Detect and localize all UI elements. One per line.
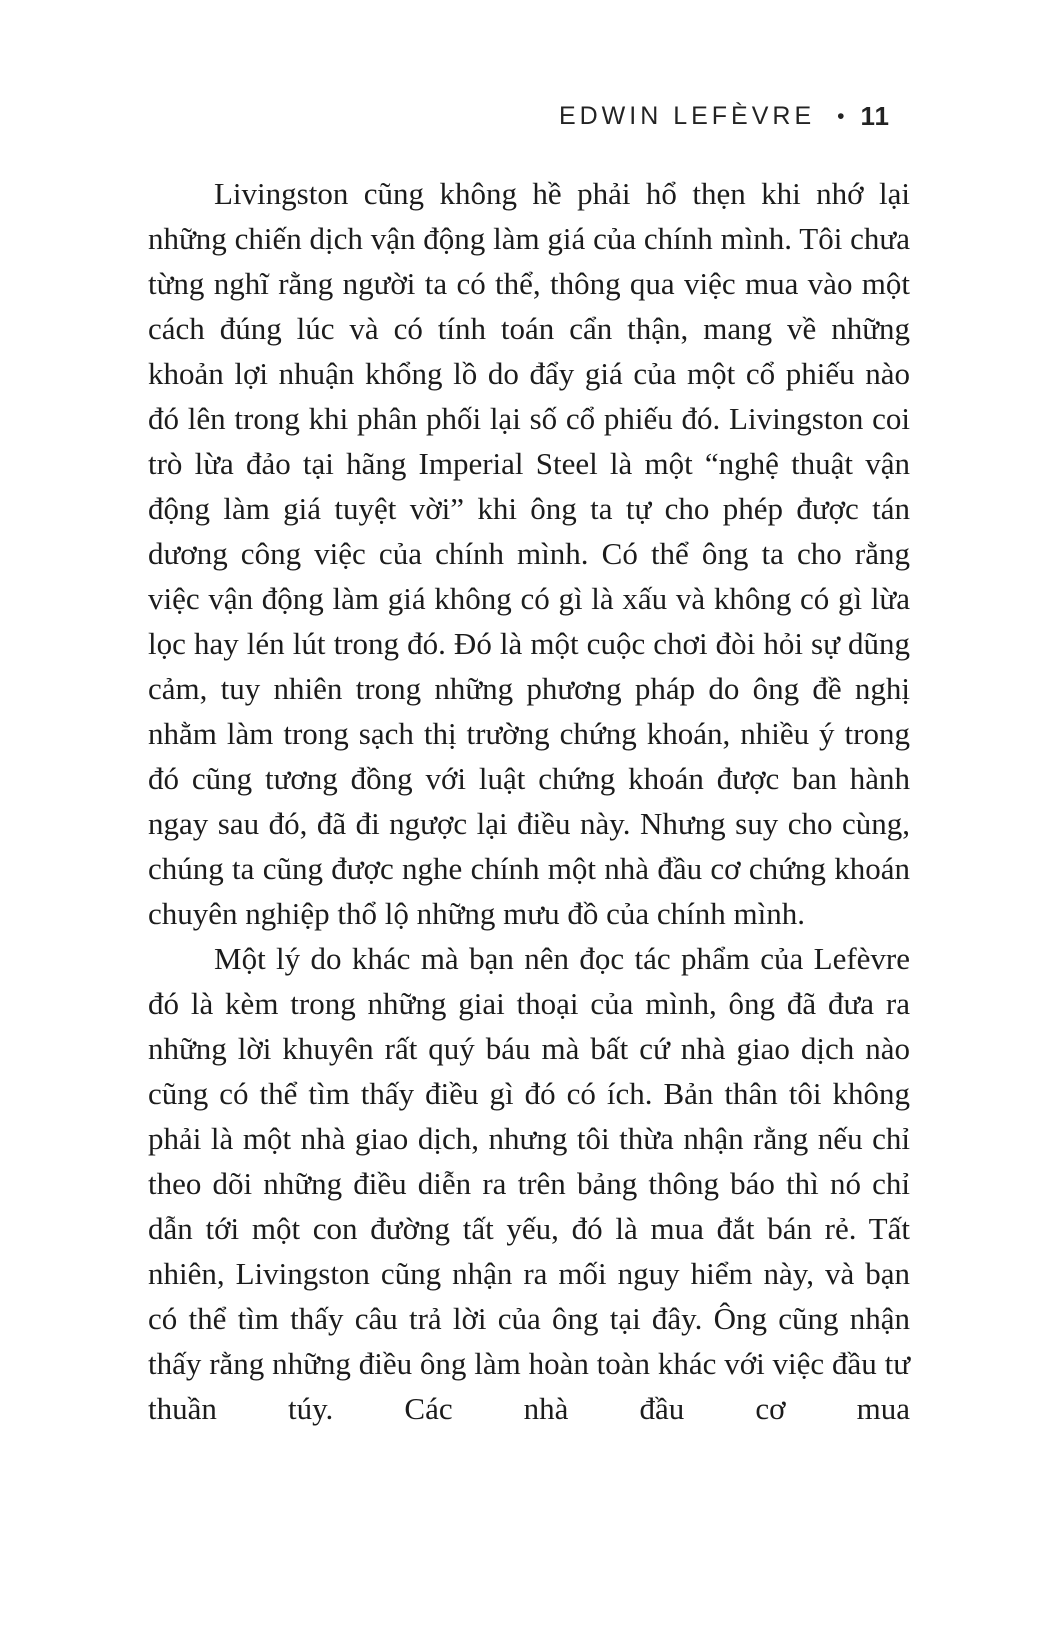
bullet-separator-icon: • (837, 105, 845, 128)
page-number: 11 (860, 101, 890, 131)
page-header (559, 101, 890, 132)
paragraph: Một lý do khác mà bạn nên đọc tác phẩm của Lefèvre đó là kèm trong những giai thoại của mình, ông đã đưa ra những lời khuyên rất quý báu mà bất cứ nhà giao dịch nào cũng có thể tìm thấy điều gì đó có ích. Bản thân tôi không phải là một nhà giao dịch, nhưng tôi thừa nhận rằng nếu chỉ theo dõi những điều diễn ra trên bảng thông báo thì nó chỉ dẫn tới một con đường tất yếu, đó là mua đắt bán rẻ. Tất nhiên, Livingston cũng nhận ra mối nguy hiểm này, và bạn có thể tìm thấy câu trả lời của ông tại đây. Ông cũng nhận thấy rằng những điều ông làm hoàn toàn khác với việc đầu tư thuần túy. Các nhà đầu cơ mua (148, 941, 910, 1426)
page-body (148, 171, 910, 1431)
running-head-author: EDWIN LEFÈVRE (558, 102, 816, 130)
paragraph: Livingston cũng không hề phải hổ thẹn khi nhớ lại những chiến dịch vận động làm giá của chính mình. Tôi chưa từng nghĩ rằng người ta có thể, thông qua việc mua vào một cách đúng lúc và có tính toán cẩn thận, mang về những khoản lợi nhuận khổng lồ do đẩy giá của một cổ phiếu nào đó lên trong khi phân phối lại số cổ phiếu đó. Livingston coi trò lừa đảo tại hãng Imperial Steel là một “nghệ thuật vận động làm giá tuyệt vời” khi ông ta tự cho phép được tán dương công việc của chính mình. Có thể ông ta cho rằng việc vận động làm giá không có gì là xấu và không có gì lừa lọc hay lén lút trong đó. Đó là một cuộc chơi đòi hỏi sự dũng cảm, tuy nhiên trong những phương pháp do ông đề nghị nhằm làm trong sạch thị trường chứng khoán, nhiều ý trong đó cũng tương đồng với luật chứng khoán được ban hành ngay sau đó, đã đi ngược lại điều này. Nhưng suy cho cùng, chúng ta cũng được nghe chính một nhà đầu cơ chứng khoán chuyên nghiệp thổ lộ những mưu đồ của chính mình. (148, 176, 910, 931)
